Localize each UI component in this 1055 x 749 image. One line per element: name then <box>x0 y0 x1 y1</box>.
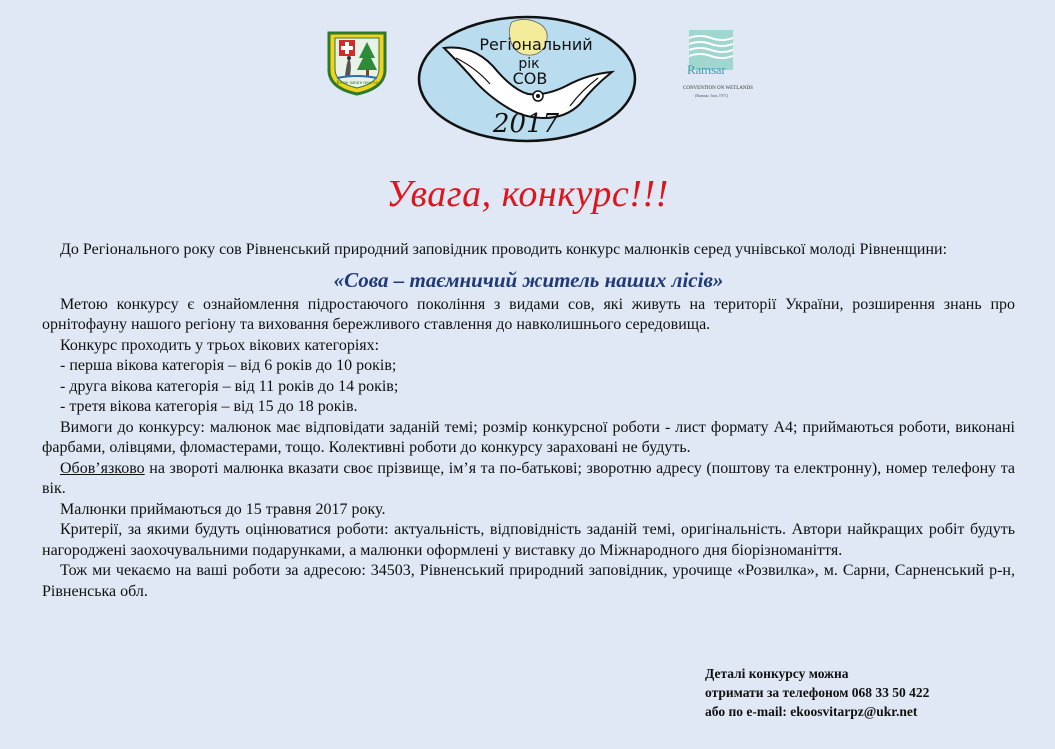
ramsar-name: Ramsar <box>687 62 726 77</box>
contact-email: або по e-mail: ekoosvitarpz@ukr.net <box>705 704 918 719</box>
mandatory-word: Обов’язково <box>60 459 145 477</box>
announcement-body <box>42 240 1015 602</box>
category-item: - перша вікова категорія – від 6 років до 10 років; <box>60 357 397 374</box>
address-paragraph: Тож ми чекаємо на ваші роботи за адресою: 34503, Рівненський природний заповідник, урочище «Розвилка», м. Сарни, Сарненський р-н, Рівненська обл. <box>42 562 1015 600</box>
contact-line-1: Деталі конкурсу можна <box>705 666 849 681</box>
logo-text-line1: Регіональний <box>479 35 593 54</box>
page-title: Увага, конкурс!!! <box>386 173 669 215</box>
ramsar-convention: CONVENTION ON WETLANDS <box>683 86 753 91</box>
crest-caption: Rivne nature reserve <box>336 81 378 86</box>
goal-paragraph: Метою конкурсу є ознайомлення підростаючого покоління з видами сов, які живуть на території України, розширення знань про орнітофауну нашого регіону та виховання бережливого ставлення до навколишнього середовища. <box>42 295 1015 333</box>
logo-text-line3: СОВ <box>512 69 548 88</box>
category-item: - друга вікова категорія – від 11 років до 14 років; <box>60 377 399 395</box>
ramsar-logo <box>683 30 763 105</box>
mandatory-paragraph <box>42 459 1015 500</box>
mandatory-text: на звороті малюнка вказати своє прізвище, ім’я та по-батькові; зворотню адресу (поштову та електронну), номер телефону та вік. <box>42 459 1015 497</box>
logo-year: 2017 <box>492 109 560 139</box>
criteria-paragraph: Критерії, за якими будуть оцінюватися роботи: актуальність, відповідність заданій темі, оригінальність. Автори найкращих робіт будуть нагороджені заохочувальними подарунками, а малюнки оформлені у виставку до Міжнародного дня біорізноманіття. <box>42 521 1015 559</box>
deadline-paragraph: Малюнки приймаються до 15 травня 2017 року. <box>60 500 386 518</box>
logo-text-line2: рік <box>518 56 540 72</box>
ramsar-place: (Ramsar, Iran, 1971) <box>695 93 729 98</box>
logo-bar <box>0 0 1055 160</box>
category-item: - третя вікова категорія – від 15 до 18 років. <box>60 398 358 415</box>
reserve-crest-logo <box>325 30 389 96</box>
contact-phone: отримати за телефоном 068 33 50 422 <box>705 685 930 700</box>
intro-paragraph: До Регіонального року сов Рівненський природний заповідник проводить конкурс малюнків серед учнівської молоді Рівненщини: <box>60 241 948 258</box>
owl-year-logo <box>416 14 638 144</box>
contact-block <box>705 664 929 721</box>
requirements-paragraph: Вимоги до конкурсу: малюнок має відповідати заданій темі; розмір конкурсної роботи - лист формату А4; приймаються роботи, виконані фарбами, олівцями, фломастерами, тощо. Колективні роботи до конкурсу зараховані не будуть. <box>42 418 1015 456</box>
categories-intro: Конкурс проходить у трьох вікових категоріях: <box>60 336 380 354</box>
contest-subtitle: «Сова – таємничий житель наших лісів» <box>333 267 724 292</box>
